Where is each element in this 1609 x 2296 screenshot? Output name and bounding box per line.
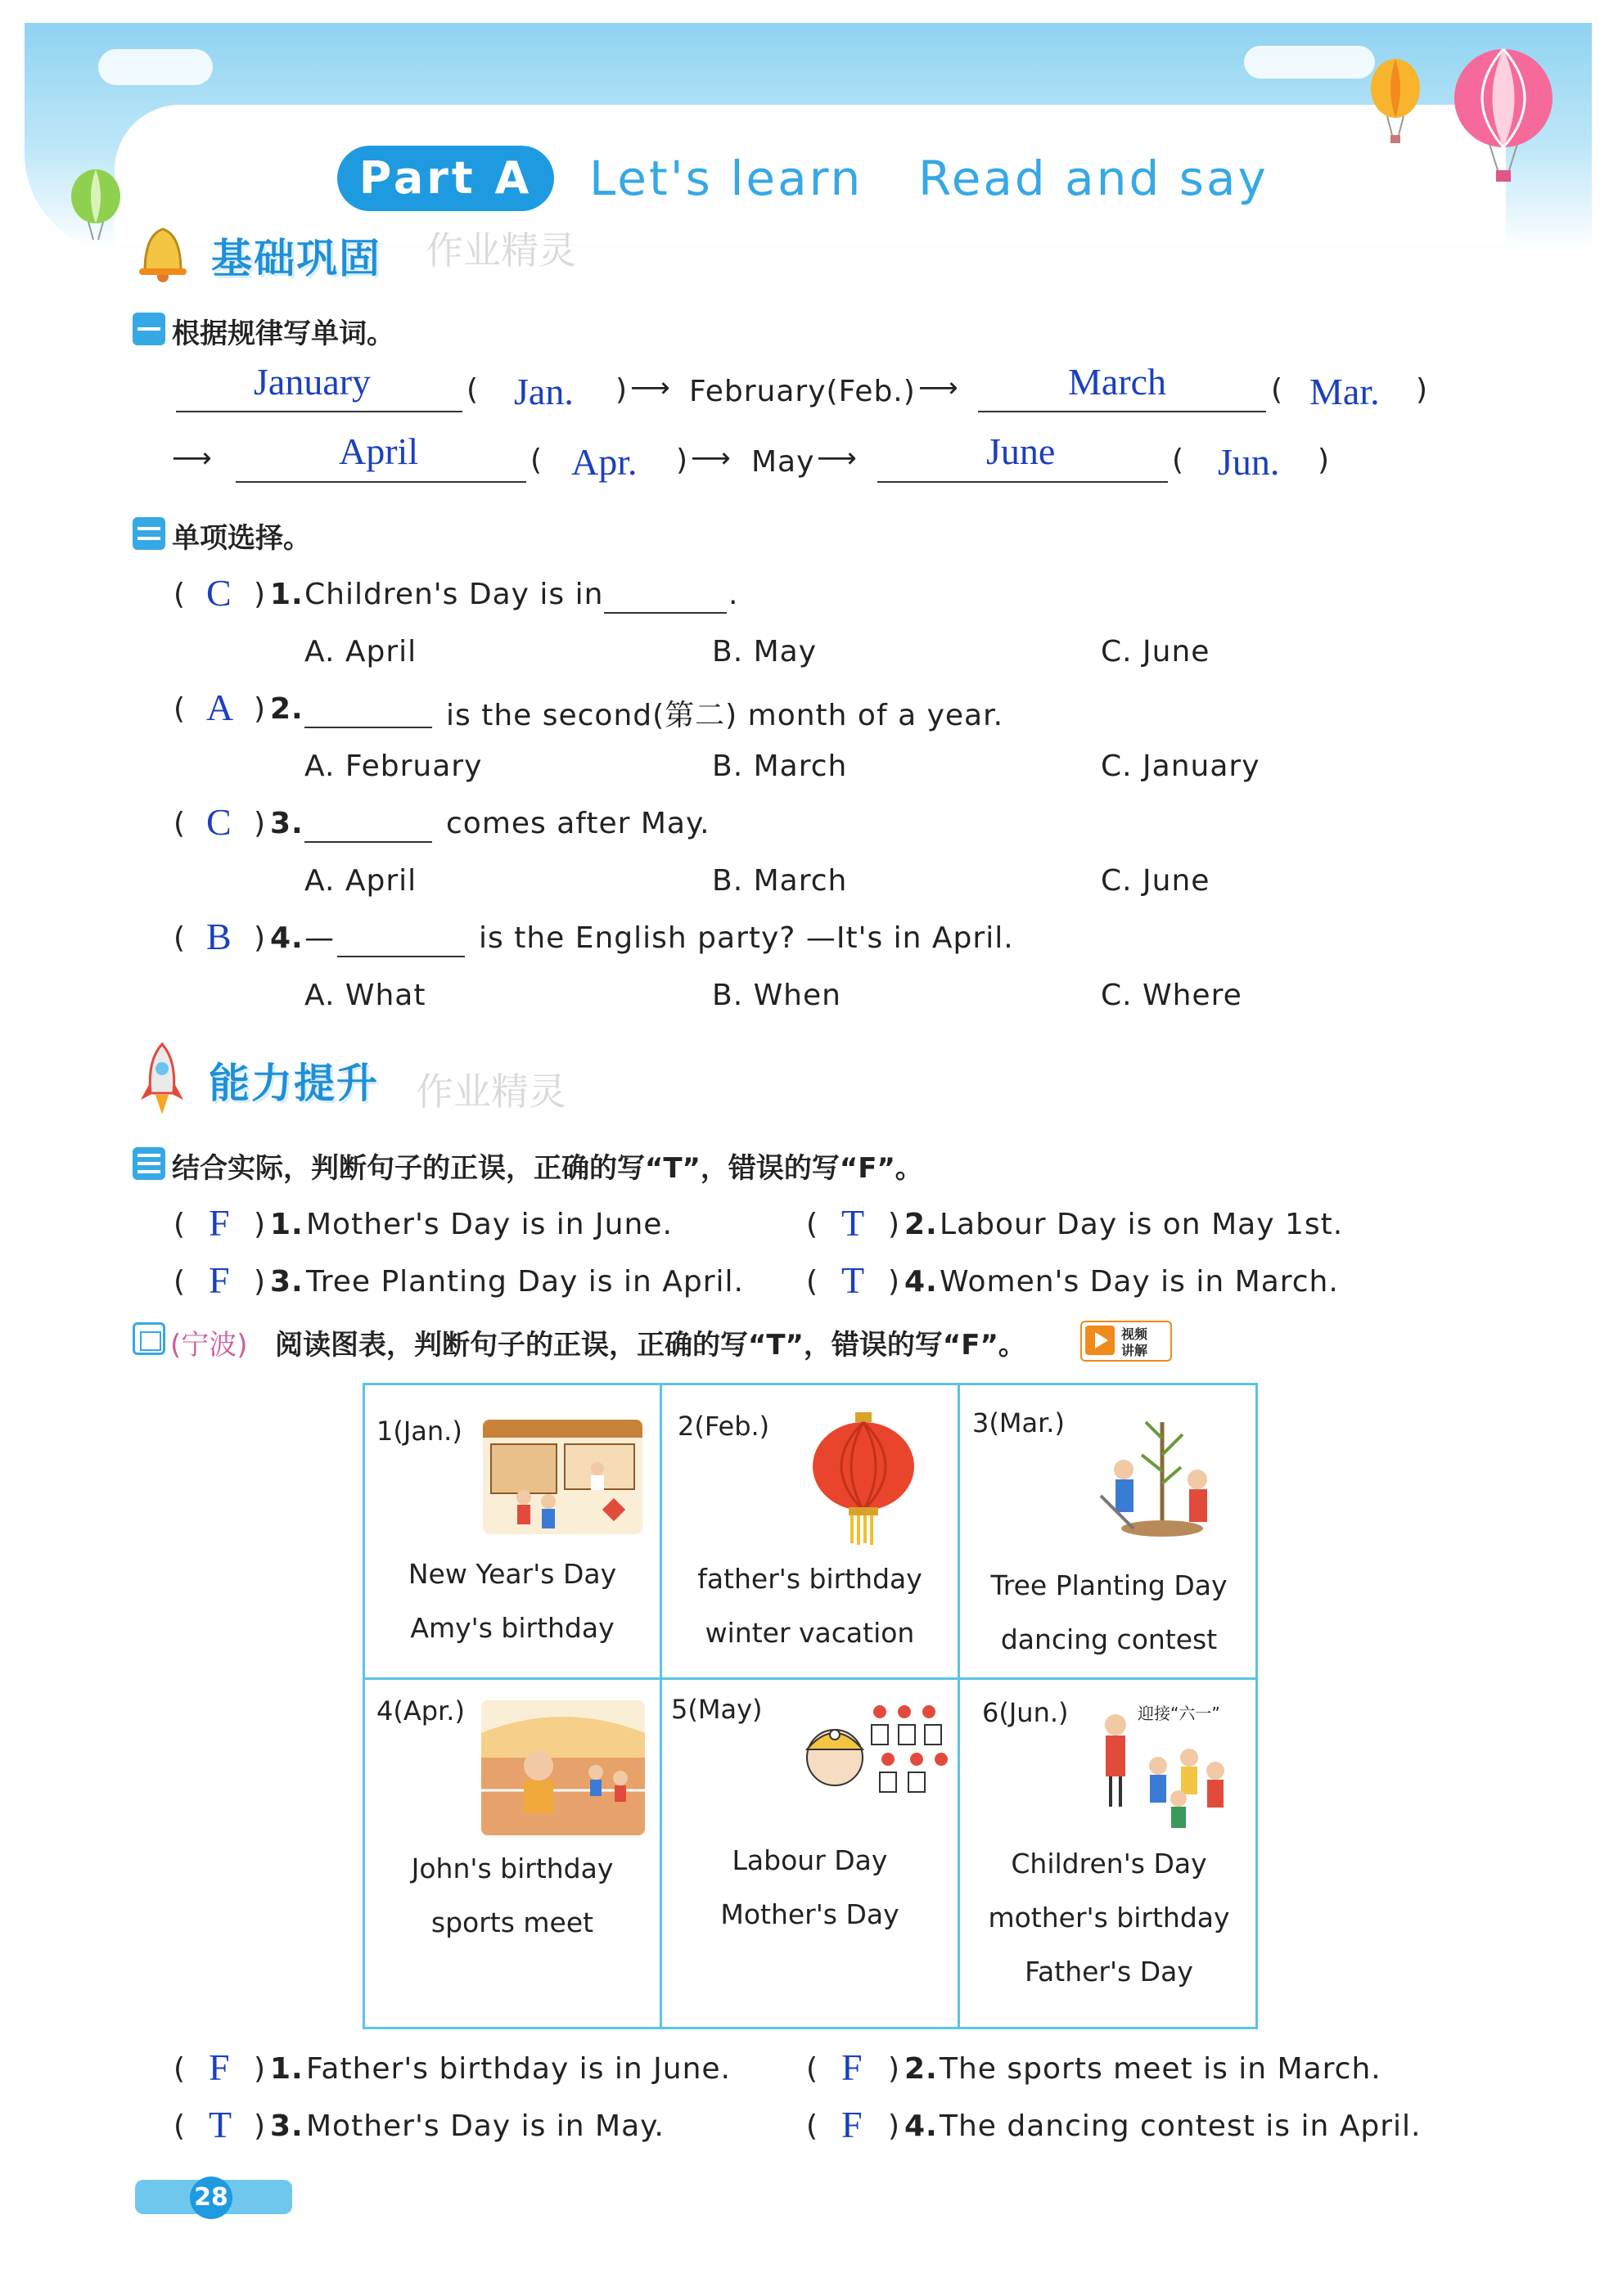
- blank-line: [337, 956, 465, 957]
- item-number: 2.: [904, 2052, 938, 2086]
- lesson-title: Let's learn: [589, 151, 863, 206]
- event-text: winter vacation: [705, 1617, 915, 1649]
- statement-text: Tree Planting Day is in April.: [306, 1265, 744, 1299]
- paren-close: ): [254, 2052, 267, 2086]
- month-label: 6(Jun.): [982, 1697, 1069, 1728]
- paren-open: (: [174, 692, 187, 726]
- rocket-icon: [137, 1041, 187, 1119]
- event-text: John's birthday: [411, 1853, 614, 1884]
- paren-close: ): [254, 921, 267, 955]
- given-word: February(Feb.): [689, 375, 916, 408]
- month-label: 1(Jan.): [376, 1416, 462, 1447]
- answer-text: C: [206, 801, 232, 843]
- labour-day-picture: [786, 1702, 949, 1808]
- item-number: 4.: [270, 921, 304, 955]
- option-a: A. April: [304, 864, 417, 898]
- answer-text: Jun.: [1218, 441, 1280, 483]
- answer-text: March: [1068, 361, 1167, 403]
- answer-text: T: [841, 1202, 865, 1244]
- event-text: Children's Day: [1011, 1848, 1207, 1880]
- month-label: 2(Feb.): [678, 1411, 770, 1442]
- bell-icon: [133, 214, 194, 284]
- question-number-badge: [133, 517, 165, 550]
- statement-text: Father's birthday is in June.: [306, 2052, 731, 2086]
- paren-open: (: [806, 2052, 819, 2086]
- paren-close: ): [615, 373, 629, 407]
- answer-text: Apr.: [571, 441, 638, 483]
- event-text: Labour Day: [732, 1844, 888, 1876]
- cloud-decoration: [98, 49, 213, 85]
- item-number: 3.: [270, 1265, 304, 1299]
- option-b: B. March: [712, 750, 848, 783]
- option-b: B. May: [712, 635, 818, 669]
- answer-line: [176, 411, 462, 412]
- q3-instruction: 结合实际，判断句子的正误，正确的写“T”，错误的写“F”。: [172, 1152, 923, 1185]
- statement-text: Mother's Day is in June.: [306, 1208, 673, 1241]
- balloon-icon: [65, 168, 127, 250]
- answer-text: April: [339, 430, 419, 472]
- arrow-icon: ⟶: [691, 442, 731, 475]
- question-number-badge: [133, 1322, 165, 1355]
- red-lantern-picture: [806, 1412, 921, 1547]
- q1-instruction: 根据规律写单词。: [172, 317, 394, 350]
- event-text: sports meet: [430, 1907, 594, 1938]
- paren-close: ): [254, 1265, 267, 1299]
- blank-line: [304, 841, 432, 843]
- paren-close: ): [1318, 443, 1331, 477]
- video-label: 视频: [1121, 1326, 1148, 1342]
- event-text: father's birthday: [697, 1563, 922, 1595]
- answer-text: Jan.: [514, 371, 574, 412]
- answer-line: [877, 481, 1168, 483]
- question-text: —: [304, 921, 335, 955]
- statement-text: Mother's Day is in May.: [306, 2109, 665, 2143]
- paren-open: (: [806, 1208, 819, 1241]
- paren-open: (: [174, 807, 187, 840]
- question-text: is the English party? —It's in April.: [479, 921, 1014, 955]
- event-text: New Year's Day: [408, 1558, 617, 1590]
- option-a: A. April: [304, 635, 417, 669]
- item-number: 2.: [904, 1208, 938, 1241]
- paren-close: ): [254, 692, 267, 726]
- answer-line: [236, 481, 526, 483]
- paren-open: (: [174, 2052, 187, 2086]
- paren-open: (: [174, 2109, 187, 2143]
- option-c: C. January: [1101, 750, 1260, 783]
- blank-line: [304, 727, 432, 728]
- paren-open: (: [174, 1265, 187, 1299]
- paren-close: ): [888, 1208, 901, 1241]
- option-a: A. February: [304, 750, 483, 783]
- paren-close: ): [254, 578, 267, 611]
- item-number: 3.: [270, 2109, 304, 2143]
- watermark: 作业精灵: [426, 228, 576, 272]
- answer-text: Mar.: [1309, 371, 1380, 412]
- question-text: .: [728, 578, 739, 611]
- sports-meet-picture: [481, 1700, 645, 1835]
- q2-instruction: 单项选择。: [172, 522, 311, 555]
- question-text: Children's Day is in: [304, 578, 604, 611]
- event-text: Amy's birthday: [410, 1612, 615, 1644]
- page-number: 28: [190, 2177, 232, 2219]
- question-text: comes after May.: [446, 807, 710, 840]
- paren-open: (: [466, 373, 480, 407]
- section-heading: 基础巩固: [211, 235, 381, 282]
- tree-planting-picture: [1084, 1406, 1228, 1549]
- event-text: dancing contest: [1000, 1623, 1218, 1655]
- statement-text: Labour Day is on May 1st.: [940, 1208, 1344, 1241]
- option-c: C. Where: [1101, 979, 1242, 1012]
- paren-open: (: [806, 1265, 819, 1299]
- play-icon: [1085, 1326, 1115, 1355]
- item-number: 1.: [270, 578, 304, 611]
- paren-open: (: [1172, 443, 1185, 477]
- arrow-icon: ⟶: [172, 442, 212, 475]
- paren-close: ): [254, 1208, 267, 1241]
- item-number: 4.: [904, 1265, 938, 1299]
- question-text: is the second(第二) month of a year.: [446, 699, 1004, 732]
- paren-close: ): [1416, 373, 1429, 407]
- paren-open: (: [174, 921, 187, 955]
- paren-open: (: [1271, 373, 1284, 407]
- paren-open: (: [806, 2109, 819, 2143]
- month-label: 3(Mar.): [972, 1407, 1065, 1438]
- option-a: A. What: [304, 979, 426, 1012]
- event-text: Father's Day: [1025, 1956, 1193, 1988]
- table-divider: [363, 1677, 1258, 1680]
- given-word: May: [751, 445, 815, 479]
- statement-text: The sports meet is in March.: [940, 2052, 1381, 2086]
- answer-text: F: [209, 1259, 230, 1301]
- item-number: 4.: [904, 2109, 938, 2143]
- answer-text: F: [841, 2104, 863, 2145]
- balloon-icon: [1363, 57, 1428, 147]
- paren-close: ): [676, 443, 689, 477]
- answer-text: January: [254, 361, 372, 403]
- q4-instruction: 阅读图表，判断句子的正误，正确的写“T”，错误的写“F”。: [275, 1329, 1026, 1362]
- item-number: 1.: [270, 2052, 304, 2086]
- answer-text: C: [206, 572, 232, 614]
- question-number-badge: [133, 313, 165, 345]
- paren-close: ): [254, 807, 267, 840]
- option-b: B. When: [712, 979, 841, 1012]
- paren-open: (: [174, 578, 187, 611]
- event-text: Tree Planting Day: [990, 1569, 1228, 1601]
- event-text: Mother's Day: [720, 1898, 899, 1930]
- answer-text: T: [209, 2104, 232, 2145]
- item-number: 2.: [270, 692, 304, 726]
- answer-text: T: [841, 1259, 865, 1301]
- option-b: B. March: [712, 864, 848, 898]
- picture-caption: 迎接“六一”: [1138, 1704, 1220, 1723]
- event-text: mother's birthday: [988, 1902, 1230, 1934]
- paren-close: ): [888, 2109, 901, 2143]
- table-divider: [660, 1383, 662, 2029]
- item-number: 1.: [270, 1208, 304, 1241]
- paren-close: ): [888, 2052, 901, 2086]
- childrens-day-picture: [1093, 1700, 1232, 1831]
- month-label: 4(Apr.): [376, 1695, 465, 1727]
- answer-text: F: [209, 1202, 230, 1244]
- month-label: 5(May): [671, 1694, 763, 1725]
- paren-open: (: [530, 443, 543, 477]
- answer-text: F: [209, 2046, 230, 2088]
- balloon-icon: [1449, 47, 1559, 187]
- lesson-subtitle: Read and say: [918, 151, 1269, 206]
- answer-text: A: [206, 687, 234, 728]
- question-number-badge: [133, 1147, 165, 1180]
- paren-open: (: [174, 1208, 187, 1241]
- arrow-icon: ⟶: [630, 371, 670, 404]
- cloud-decoration: [1244, 46, 1375, 79]
- answer-text: June: [986, 430, 1056, 472]
- item-number: 3.: [270, 807, 304, 840]
- video-label: 讲解: [1121, 1343, 1148, 1358]
- paren-close: ): [888, 1265, 901, 1299]
- blank-line: [604, 612, 727, 614]
- arrow-icon: ⟶: [918, 371, 958, 404]
- watermark: 作业精灵: [416, 1069, 566, 1114]
- q4-source: (宁波): [170, 1329, 248, 1362]
- paren-close: ): [254, 2109, 267, 2143]
- option-c: C. June: [1101, 864, 1210, 898]
- section-heading: 能力提升: [209, 1060, 379, 1107]
- video-explanation-button[interactable]: [1080, 1321, 1172, 1362]
- statement-text: Women's Day is in March.: [940, 1265, 1339, 1299]
- option-c: C. June: [1101, 635, 1210, 669]
- statement-text: The dancing contest is in April.: [940, 2109, 1422, 2143]
- part-label: Part A: [337, 146, 554, 211]
- answer-text: B: [206, 916, 232, 957]
- answer-line: [978, 411, 1266, 412]
- answer-text: F: [841, 2046, 863, 2088]
- new-year-shop-picture: [483, 1420, 642, 1534]
- arrow-icon: ⟶: [817, 442, 857, 475]
